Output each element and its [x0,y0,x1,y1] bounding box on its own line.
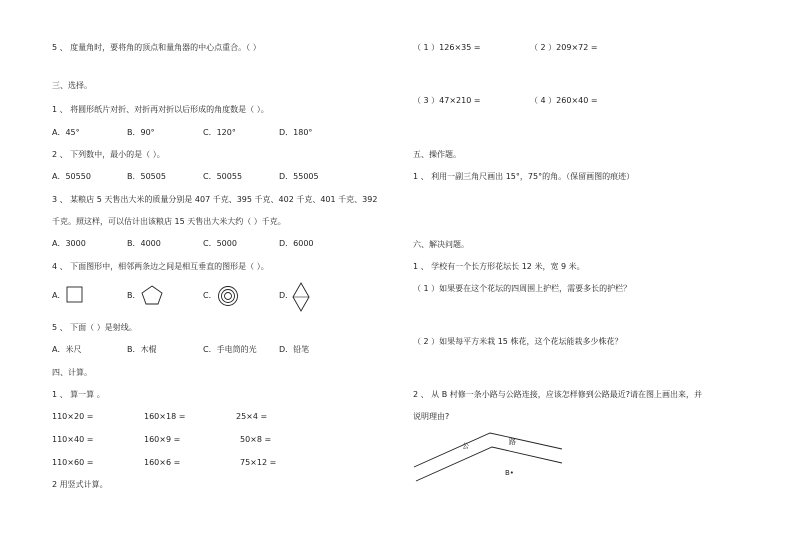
section-6-title: 六、解决问题。 [413,240,469,249]
problem-1-sub-1: （ 1 ）如果要在这个花坛的四周围上护栏，需要多长的护栏？ [413,284,632,293]
section-5-title: 五、操作题。 [413,150,461,159]
choice-2-option-d: D．55005 [279,172,319,181]
section-4-title: 四、计算。 [52,368,92,377]
road-label-1: 公 [462,442,469,450]
choice-4-option-c: C． [203,291,217,300]
calc-row-3-col-1: 110×60 = [52,458,94,467]
choice-5-option-d: D．铅笔 [279,345,310,354]
calc-row-1-col-1: 110×20 = [52,412,94,421]
choice-3-option-b: B．4000 [127,239,161,248]
choice-2-option-b: B．50505 [127,172,166,181]
choice-3-option-a: A．3000 [52,239,86,248]
choice-4-option-d: D． [279,291,294,300]
calc-row-3-col-3: 75×12 = [240,458,277,467]
section-3-title: 三、选择。 [52,81,92,90]
judge-question-5: 5 、 度量角时，要将角的顶点和量角器的中心点重合。（ ） [52,43,261,52]
rhombus-icon [292,282,310,314]
calc-2-title: 2 用竖式计算。 [52,480,108,489]
square-icon [66,286,83,305]
choice-question-1: 1 、 将圆形纸片对折、对折再对折以后形成的角度数是（ ）。 [52,105,269,114]
vertical-calc-4: （ 4 ）260×40 = [530,96,598,105]
road-diagram [412,425,572,487]
pentagon-icon [141,285,163,307]
choice-question-5: 5 、 下面（ ）是射线。 [52,323,137,332]
road-label-2: 路 [509,438,516,446]
operation-question-1: 1 、 利用一副三角尺画出 15°，75°的角。（保留画图的痕迹） [413,172,635,181]
choice-1-option-b: B．90° [127,128,155,137]
problem-2-line1: 2 、 从 B 村修一条小路与公路连接，应该怎样修到公路最近?请在图上画出来，并 [413,390,702,399]
choice-2-option-c: C．50055 [203,172,243,181]
choice-question-3-line2: 千克。照这样，可以估计出该粮店 15 天售出大米大约（ ）千克。 [52,217,286,226]
calc-row-2-col-3: 50×8 = [240,435,272,444]
choice-4-option-a: A． [52,291,66,300]
choice-5-option-a: A．米尺 [52,345,82,354]
concentric-circles-icon [217,285,239,309]
problem-1-stem: 1 、 学校有一个长方形花坛长 12 米，宽 9 米。 [413,262,585,271]
choice-question-4: 4 、 下面图形中，相邻两条边之间是相互垂直的图形是（ ）。 [52,262,269,271]
problem-2-line2: 说明理由? [413,412,450,421]
calc-row-1-col-2: 160×18 = [144,412,186,421]
choice-1-option-a: A．45° [52,128,80,137]
vertical-calc-3: （ 3 ）47×210 = [413,96,481,105]
calc-row-2-col-2: 160×9 = [144,435,181,444]
choice-3-option-d: D．6000 [279,239,314,248]
choice-1-option-d: D．180° [279,128,313,137]
choice-1-option-c: C．120° [203,128,236,137]
choice-3-option-c: C．5000 [203,239,237,248]
vertical-calc-2: （ 2 ）209×72 = [530,43,598,52]
problem-1-sub-2: （ 2 ）如果每平方米栽 15 株花，这个花坛能栽多少株花？ [413,337,623,346]
calc-row-1-col-3: 25×4 = [236,412,268,421]
choice-4-option-b: B． [127,291,141,300]
choice-question-3-line1: 3 、 某粮店 5 天售出大米的质量分别是 407 千克、395 千克、402 千克、401 千克、392 [52,195,378,204]
calc-row-3-col-2: 160×6 = [144,458,181,467]
choice-5-option-b: B．木棍 [127,345,157,354]
calc-1-title: 1 、 算一算 。 [52,390,105,399]
village-b-point: B• [505,469,514,477]
calc-row-2-col-1: 110×40 = [52,435,94,444]
choice-2-option-a: A．50550 [52,172,91,181]
vertical-calc-1: （ 1 ）126×35 = [413,43,481,52]
choice-5-option-c: C．手电筒的光 [203,345,257,354]
choice-question-2: 2 、 下列数中，最小的是（ ）。 [52,150,165,159]
